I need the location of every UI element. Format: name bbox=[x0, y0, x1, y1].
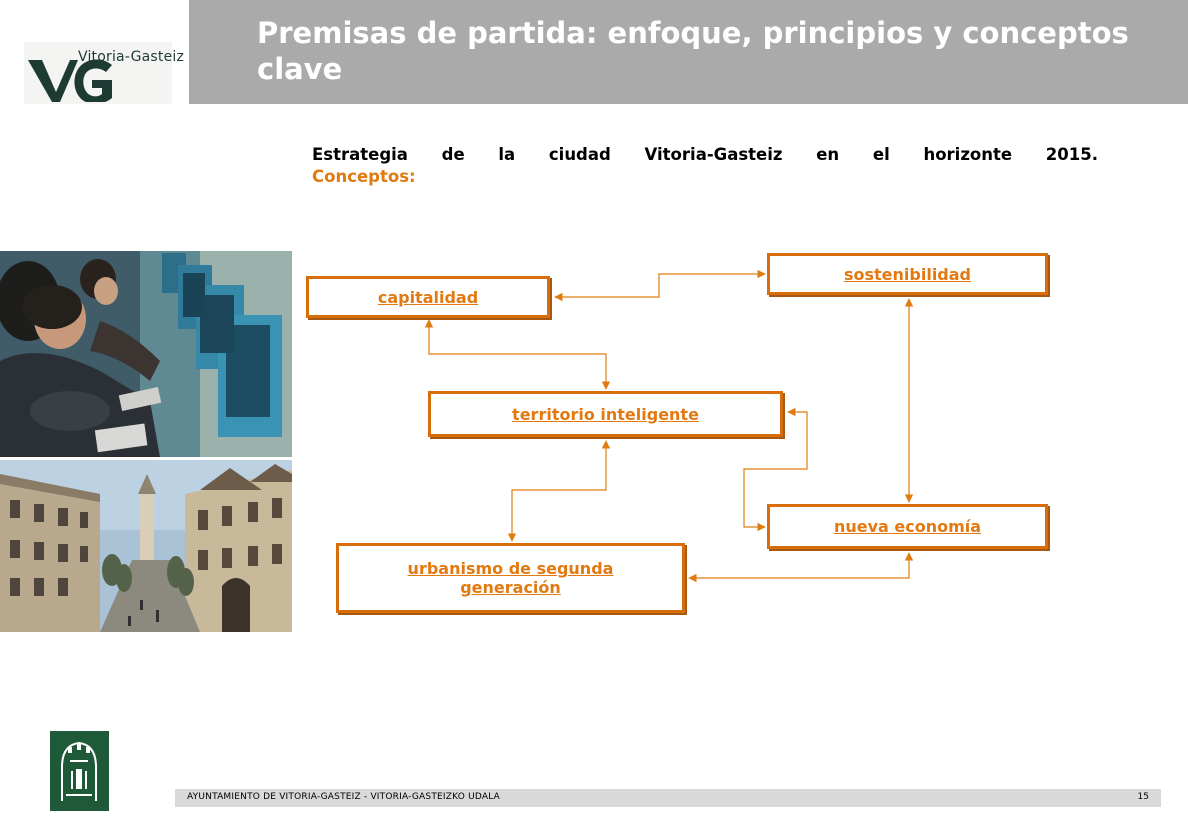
connector-territorio-urbanismo bbox=[512, 441, 606, 541]
concept-urbanismo[interactable] bbox=[336, 543, 685, 613]
concepts-label: Conceptos: bbox=[312, 167, 416, 186]
connector-capitalidad-territorio bbox=[429, 320, 606, 389]
strategy-heading: Estrategia de la ciudad Vitoria-Gasteiz en el horizonte 2015. bbox=[312, 145, 1098, 164]
footer-text: AYUNTAMIENTO DE VITORIA-GASTEIZ - VITORIA-GASTEIZKO UDALA bbox=[187, 792, 500, 802]
connector-urbanismo-nueva-economia bbox=[689, 553, 909, 578]
concept-nueva-economia[interactable] bbox=[767, 504, 1048, 549]
vitoria-gasteiz-logo bbox=[24, 42, 185, 104]
concept-territorio-inteligente[interactable] bbox=[428, 391, 783, 437]
page-title: Premisas de partida: enfoque, principios y conceptos clave bbox=[257, 16, 1129, 86]
urbanismo-link[interactable]: urbanismo de segunda generación bbox=[407, 559, 614, 597]
concept-sostenibilidad[interactable] bbox=[767, 253, 1048, 295]
capitalidad-link[interactable]: capitalidad bbox=[377, 287, 479, 307]
city-coat-of-arms-icon bbox=[50, 731, 109, 811]
title-bar bbox=[189, 0, 1188, 104]
logo-text: Vitoria-Gasteiz bbox=[78, 49, 185, 65]
connector-capitalidad-sostenibilidad bbox=[555, 274, 765, 297]
page-number: 15 bbox=[1137, 792, 1149, 802]
people-working-at-computers-photo bbox=[0, 251, 292, 457]
footer-bar bbox=[175, 789, 1161, 807]
sostenibilidad-link[interactable]: sostenibilidad bbox=[843, 264, 972, 284]
city-street-buildings-photo bbox=[0, 460, 292, 632]
territorio-inteligente-link[interactable]: territorio inteligente bbox=[512, 404, 699, 424]
concept-capitalidad[interactable] bbox=[306, 276, 550, 318]
nueva-economia-link[interactable]: nueva economía bbox=[833, 517, 982, 536]
